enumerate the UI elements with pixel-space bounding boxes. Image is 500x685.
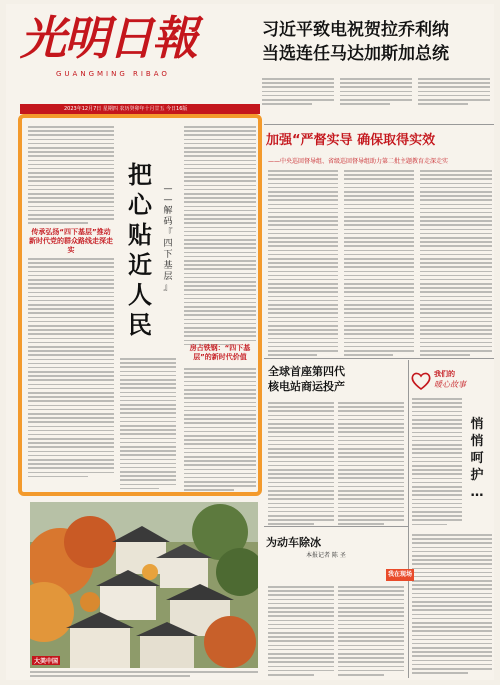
text-column [420, 170, 492, 358]
top-headline-line-2: 当选连任马达加斯加总统 [262, 44, 449, 64]
title-char: 护 [470, 468, 484, 483]
feature-subtitle [160, 184, 176, 294]
divider [264, 358, 494, 359]
subtitle-char: 层 [163, 272, 173, 282]
landscape-photo [30, 502, 258, 668]
column-story-title[interactable] [466, 416, 488, 501]
subtitle-char: — [163, 195, 173, 205]
story4-author: 本报记者 陈 圣 [306, 552, 346, 559]
text-column [418, 78, 490, 107]
column-logo [410, 368, 488, 394]
text-column [28, 126, 114, 227]
title-char: 近 [128, 251, 152, 279]
text-column [268, 402, 334, 528]
masthead [20, 12, 210, 102]
subtitle-char: 下 [163, 250, 173, 260]
divider [264, 526, 408, 527]
on-site-badge: 我在现场 [386, 569, 414, 581]
story2-headline[interactable]: 加强“严督实导 确保取得实效 [266, 133, 436, 148]
photo-caption [30, 668, 258, 678]
subtitle-char: 四 [163, 239, 173, 249]
title-char: 悄 [470, 434, 484, 449]
title-char: 悄 [470, 417, 484, 432]
title-char: … [470, 485, 484, 500]
subtitle-char: 『 [163, 228, 173, 238]
newspaper-page [6, 4, 494, 680]
photo-section-tag: 大美中国 [34, 658, 59, 665]
subtitle-char: — [163, 184, 173, 194]
title-char: 把 [128, 161, 152, 189]
section-heading-1: 传承弘扬“四下基层”推动新时代党的群众路线走深走实 [29, 228, 113, 254]
story3-headline-line-2: 核电站商运投产 [268, 380, 345, 393]
story4-headline[interactable]: 为动车除冰 [266, 536, 321, 549]
top-headline-line-1: 习近平致电祝贺拉乔利纳 [262, 20, 449, 40]
text-column [344, 170, 414, 358]
text-column [340, 78, 412, 107]
text-column [184, 368, 256, 494]
newspaper-logo: 光明日報 [20, 11, 196, 65]
subtitle-char: 码 [163, 217, 173, 227]
text-column [262, 78, 334, 107]
text-column [338, 586, 404, 678]
text-column [28, 258, 114, 480]
divider [408, 360, 409, 678]
column-name: 暖心故事 [434, 380, 466, 389]
story3-headline-line-1: 全球首座第四代 [268, 365, 345, 378]
feature-title [122, 160, 158, 340]
subtitle-char: 』 [163, 283, 173, 293]
top-story-body [262, 78, 492, 114]
title-char: 民 [128, 311, 152, 339]
subtitle-char: 基 [163, 261, 173, 271]
title-char: 呵 [470, 451, 484, 466]
text-column [120, 358, 176, 492]
newspaper-pinyin: GUANGMING RIBAO [56, 70, 170, 78]
feature-story-box[interactable] [18, 114, 262, 496]
text-column [412, 398, 462, 528]
divider [264, 124, 494, 125]
dateline-bar: 2023年12月7日 星期四 农历癸卯年十月廿五 今日16版 [20, 104, 260, 114]
title-char: 心 [128, 191, 152, 219]
story3-headline[interactable] [268, 364, 388, 394]
subtitle-char: 解 [163, 206, 173, 216]
column-tag-wrapper [434, 370, 466, 390]
text-column [338, 402, 404, 528]
story2-subheadline: ——中央巡回督导组、省级巡回督导组助力第二批主题教育走深走实 [268, 158, 449, 165]
top-story-headline[interactable] [262, 18, 494, 66]
heart-icon [410, 370, 432, 392]
column-tag: 我们的 [434, 370, 455, 378]
text-column [268, 586, 334, 678]
title-char: 人 [128, 281, 152, 309]
title-char: 贴 [128, 221, 152, 249]
feature-content [28, 124, 252, 486]
text-column [412, 534, 492, 676]
section-heading-2: 房占铁钢：“四下基层”的新时代价值 [189, 344, 251, 361]
text-column [184, 126, 256, 348]
village-autumn-image [30, 502, 258, 668]
text-column [268, 170, 338, 358]
